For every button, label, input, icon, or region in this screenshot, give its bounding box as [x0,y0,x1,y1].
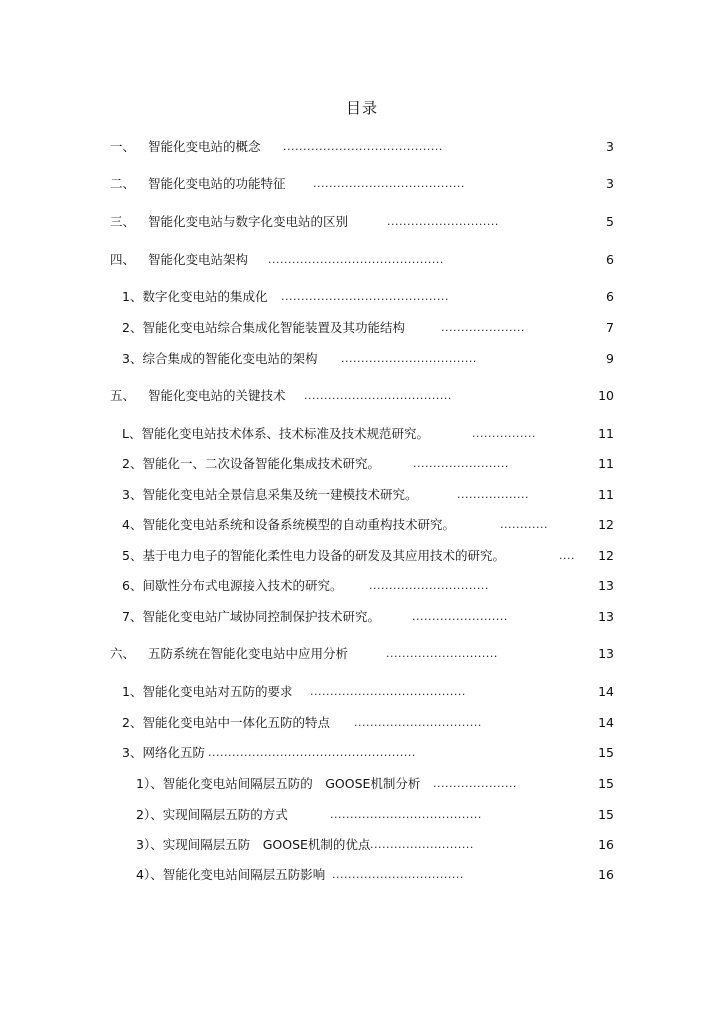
toc-entry[interactable] [110,138,614,156]
toc-entry-page-number: 13 [598,578,614,593]
toc-entry[interactable] [110,577,614,595]
toc-entry-leader-dots: ........................ [413,457,509,470]
toc-entry-page-number: 3 [606,139,614,154]
toc-entry-number: 六、 [110,646,136,661]
toc-entry-page-number: 16 [598,837,614,852]
toc-entry-leader-dots: ................ [472,427,536,440]
toc-entry[interactable] [110,806,614,824]
toc-entry-text: 2、智能化一、二次设备智能化集成技术研究。 [122,456,380,471]
toc-entry-leader-dots: ....................................... [310,685,466,698]
toc-entry-leader-dots: ...................................... [313,177,465,190]
toc-entry-page-number: 15 [598,807,614,822]
toc-entry[interactable] [110,516,614,534]
toc-entry-text: 4、智能化变电站系统和设备系统模型的自动重构技术研究。 [122,517,455,532]
toc-entry-text: 1）、智能化变电站间隔层五防的 GOOSE机制分析 [136,776,421,791]
toc-entry[interactable] [110,866,614,884]
toc-entry[interactable] [110,175,614,193]
toc-entry-leader-dots: ........................................ [283,140,443,153]
toc-entry-page-number: 10 [598,388,614,403]
toc-entry-page-number: 9 [606,351,614,366]
toc-entry[interactable] [110,425,614,443]
toc-entry-text: 6、间歇性分布式电源接入技术的研究。 [122,578,343,593]
toc-entry-number: 三、 [110,214,136,229]
toc-entry-leader-dots: .... [559,549,575,562]
toc-entry[interactable] [110,350,614,368]
toc-entry-leader-dots: ................................. [332,868,464,881]
toc-entry-text: 智能化变电站的关键技术 [148,388,286,403]
toc-entry-text: 1、数字化变电站的集成化 [122,289,268,304]
toc-entry-leader-dots: ............................ [362,838,474,851]
toc-entry-page-number: 11 [598,487,614,502]
toc-entry-page-number: 14 [598,715,614,730]
toc-entry-text: 2、智能化变电站综合集成化智能装置及其功能结构 [122,320,405,335]
toc-entry-text: 7、智能化变电站广域协同控制保护技术研究。 [122,609,380,624]
toc-entry-page-number: 15 [598,776,614,791]
toc-entry-text: 3、网络化五防 [122,745,205,760]
toc-entry-page-number: 5 [606,214,614,229]
toc-entry-text: 3、综合集成的智能化变电站的架构 [122,351,318,366]
toc-entry[interactable] [110,744,614,762]
toc-entry[interactable] [110,319,614,337]
toc-entry-text: 3）、实现间隔层五防 GOOSE机制的优点 [136,837,371,852]
toc-entry-leader-dots: ............................ [387,215,499,228]
toc-entry[interactable] [110,683,614,701]
toc-entry-leader-dots: ................................ [354,716,482,729]
toc-entry-page-number: 12 [598,548,614,563]
toc-entry-text: 智能化变电站架构 [148,252,249,267]
toc-entry-leader-dots: ............................................ [268,253,444,266]
toc-entry-text: 智能化变电站与数字化变电站的区别 [148,214,349,229]
toc-entry-leader-dots: .................................. [341,352,477,365]
toc-entry-leader-dots: ........................ [412,610,508,623]
toc-entry-text: 五防系统在智能化变电站中应用分析 [148,646,349,661]
toc-entry-page-number: 13 [598,646,614,661]
toc-entry-number: 一、 [110,139,136,154]
toc-entry-text: 2、智能化变电站中一体化五防的特点 [122,715,330,730]
toc-entry[interactable] [110,608,614,626]
toc-entry-page-number: 15 [598,745,614,760]
toc-entry-page-number: 6 [606,289,614,304]
toc-entry[interactable] [110,547,614,565]
toc-entry-leader-dots: .................................................... [208,746,416,759]
toc-entry[interactable] [110,775,614,793]
toc-entry-leader-dots: ..................... [441,321,525,334]
toc-entry[interactable] [110,486,614,504]
toc-entry[interactable] [110,645,614,663]
toc-entry-text: 2）、实现间隔层五防的方式 [136,807,288,822]
toc-entry-number: 二、 [110,176,136,191]
toc-entry-leader-dots: ...................................... [330,808,482,821]
toc-entry[interactable] [110,836,614,854]
toc-entry-text: 4）、智能化变电站间隔层五防影响 [136,867,326,882]
toc-entry[interactable] [110,455,614,473]
toc-entry-leader-dots: ..................... [433,777,517,790]
toc-entry-text: L、智能化变电站技术体系、技术标准及技术规范研究。 [122,426,429,441]
toc-entry-page-number: 3 [606,176,614,191]
toc-entry-page-number: 16 [598,867,614,882]
toc-entry-number: 五、 [110,388,136,403]
toc-entry-number: 四、 [110,252,136,267]
toc-title: 目录 [345,99,378,117]
toc-entry-page-number: 11 [598,456,614,471]
toc-entry-leader-dots: ..................................... [304,389,452,402]
toc-entry-leader-dots: ............ [500,518,548,531]
toc-entry[interactable] [110,714,614,732]
toc-entry-text: 1、智能化变电站对五防的要求 [122,684,293,699]
toc-entry-text: 3、智能化变电站全景信息采集及统一建模技术研究。 [122,487,418,502]
toc-entry-leader-dots: .................. [457,488,529,501]
toc-entry-leader-dots: ............................ [386,647,498,660]
toc-entry[interactable] [110,387,614,405]
toc-entry-text: 智能化变电站的功能特征 [148,176,286,191]
toc-entry-page-number: 7 [606,320,614,335]
toc-entry-text: 5、基于电力电子的智能化柔性电力设备的研发及其应用技术的研究。 [122,548,505,563]
toc-entry-page-number: 11 [598,426,614,441]
toc-entry-text: 智能化变电站的概念 [148,139,261,154]
toc-entry[interactable] [110,251,614,269]
toc-entry-page-number: 6 [606,252,614,267]
toc-entry-page-number: 13 [598,609,614,624]
toc-entry[interactable] [110,288,614,306]
toc-entry[interactable] [110,213,614,231]
toc-entry-leader-dots: .............................. [369,579,489,592]
toc-entry-page-number: 12 [598,517,614,532]
toc-entry-page-number: 14 [598,684,614,699]
toc-entry-leader-dots: .......................................... [281,290,449,303]
